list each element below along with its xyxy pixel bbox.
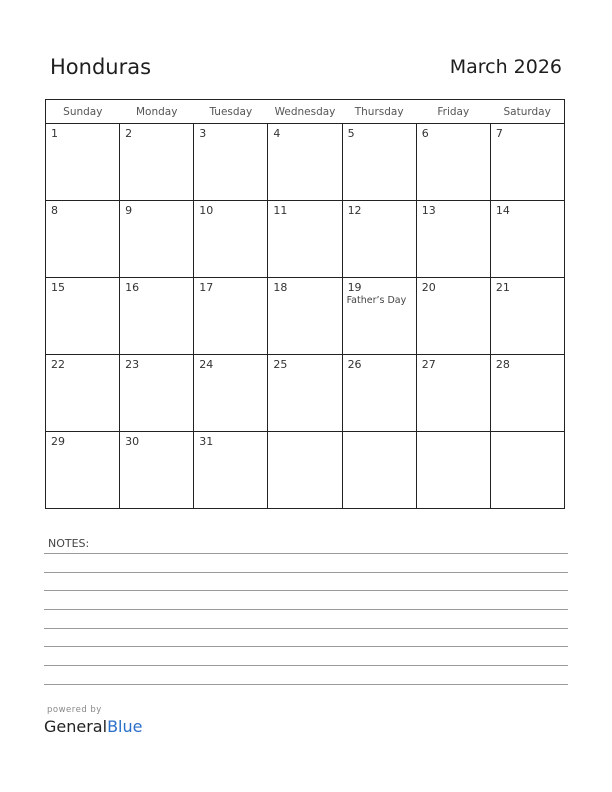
day-number: 25	[273, 358, 288, 371]
day-cell	[194, 278, 268, 355]
notes-line	[44, 572, 568, 573]
day-number: 17	[199, 281, 214, 294]
day-cell	[120, 355, 194, 432]
day-number: 7	[495, 127, 503, 140]
day-number: 10	[199, 204, 214, 217]
day-number: 3	[199, 127, 207, 140]
day-cell	[490, 432, 564, 509]
day-number: 27	[421, 358, 436, 371]
day-cell	[120, 201, 194, 278]
day-cell	[120, 432, 194, 509]
weekday-header: Saturday	[490, 100, 564, 124]
day-number: 18	[273, 281, 288, 294]
day-number: 26	[347, 358, 362, 371]
notes-line	[44, 684, 568, 685]
day-cell	[490, 201, 564, 278]
notes-label: NOTES:	[48, 537, 90, 550]
week-row	[46, 432, 565, 509]
day-cell	[194, 124, 268, 201]
weekday-header: Wednesday	[268, 100, 342, 124]
weekday-header-row	[46, 100, 565, 124]
day-event: Father’s Day	[346, 295, 407, 306]
notes-line	[44, 628, 568, 629]
day-cell	[416, 201, 490, 278]
day-number: 23	[125, 358, 140, 371]
day-cell	[268, 201, 342, 278]
day-cell	[342, 432, 416, 509]
day-number: 19	[347, 281, 362, 294]
week-row	[46, 124, 565, 201]
day-number: 6	[421, 127, 429, 140]
notes-line	[44, 665, 568, 666]
day-number: 13	[421, 204, 436, 217]
day-cell	[416, 278, 490, 355]
day-cell	[490, 278, 564, 355]
day-number: 12	[347, 204, 362, 217]
brand-blue: Blue	[107, 717, 143, 736]
day-cell	[342, 124, 416, 201]
day-number: 24	[199, 358, 214, 371]
day-cell	[490, 355, 564, 432]
day-cell	[194, 432, 268, 509]
day-cell	[268, 355, 342, 432]
weekday-header: Tuesday	[194, 100, 268, 124]
day-number: 9	[125, 204, 133, 217]
day-cell	[342, 201, 416, 278]
calendar-grid	[45, 99, 565, 509]
day-cell	[268, 124, 342, 201]
day-cell	[46, 201, 120, 278]
day-cell	[46, 278, 120, 355]
day-cell	[194, 355, 268, 432]
notes-line	[44, 590, 568, 591]
notes-line	[44, 553, 568, 554]
day-number: 2	[125, 127, 133, 140]
day-number: 1	[51, 127, 58, 140]
notes-line	[44, 609, 568, 610]
country-title: Honduras	[50, 55, 152, 79]
day-cell	[194, 201, 268, 278]
month-year-title: March 2026	[449, 56, 562, 78]
day-cell	[46, 432, 120, 509]
weekday-header: Thursday	[342, 100, 416, 124]
weekday-header: Sunday	[46, 100, 120, 124]
day-number: 4	[273, 127, 281, 140]
day-number: 11	[273, 204, 288, 217]
day-cell	[342, 278, 416, 355]
brand-logo[interactable]	[44, 717, 142, 736]
day-cell	[342, 355, 416, 432]
day-number: 22	[51, 358, 65, 371]
day-cell	[416, 355, 490, 432]
week-row	[46, 278, 565, 355]
weekday-header: Monday	[120, 100, 194, 124]
day-number: 15	[51, 281, 65, 294]
day-number: 21	[495, 281, 510, 294]
day-cell	[46, 355, 120, 432]
week-row	[46, 201, 565, 278]
day-number: 16	[125, 281, 140, 294]
day-cell	[120, 124, 194, 201]
day-number: 8	[51, 204, 58, 217]
week-row	[46, 355, 565, 432]
day-cell	[268, 278, 342, 355]
day-cell	[120, 278, 194, 355]
day-cell	[268, 432, 342, 509]
day-cell	[46, 124, 120, 201]
day-cell	[490, 124, 564, 201]
day-number: 20	[421, 281, 436, 294]
day-cell	[416, 124, 490, 201]
powered-by-text: powered by	[47, 705, 102, 715]
day-number: 31	[199, 435, 214, 448]
day-number: 5	[347, 127, 355, 140]
notes-line	[44, 646, 568, 647]
weekday-header: Friday	[416, 100, 490, 124]
day-number: 30	[125, 435, 140, 448]
day-number: 14	[495, 204, 510, 217]
day-cell	[416, 432, 490, 509]
day-number: 29	[51, 435, 65, 448]
day-number: 28	[495, 358, 510, 371]
brand-general: General	[44, 717, 108, 736]
